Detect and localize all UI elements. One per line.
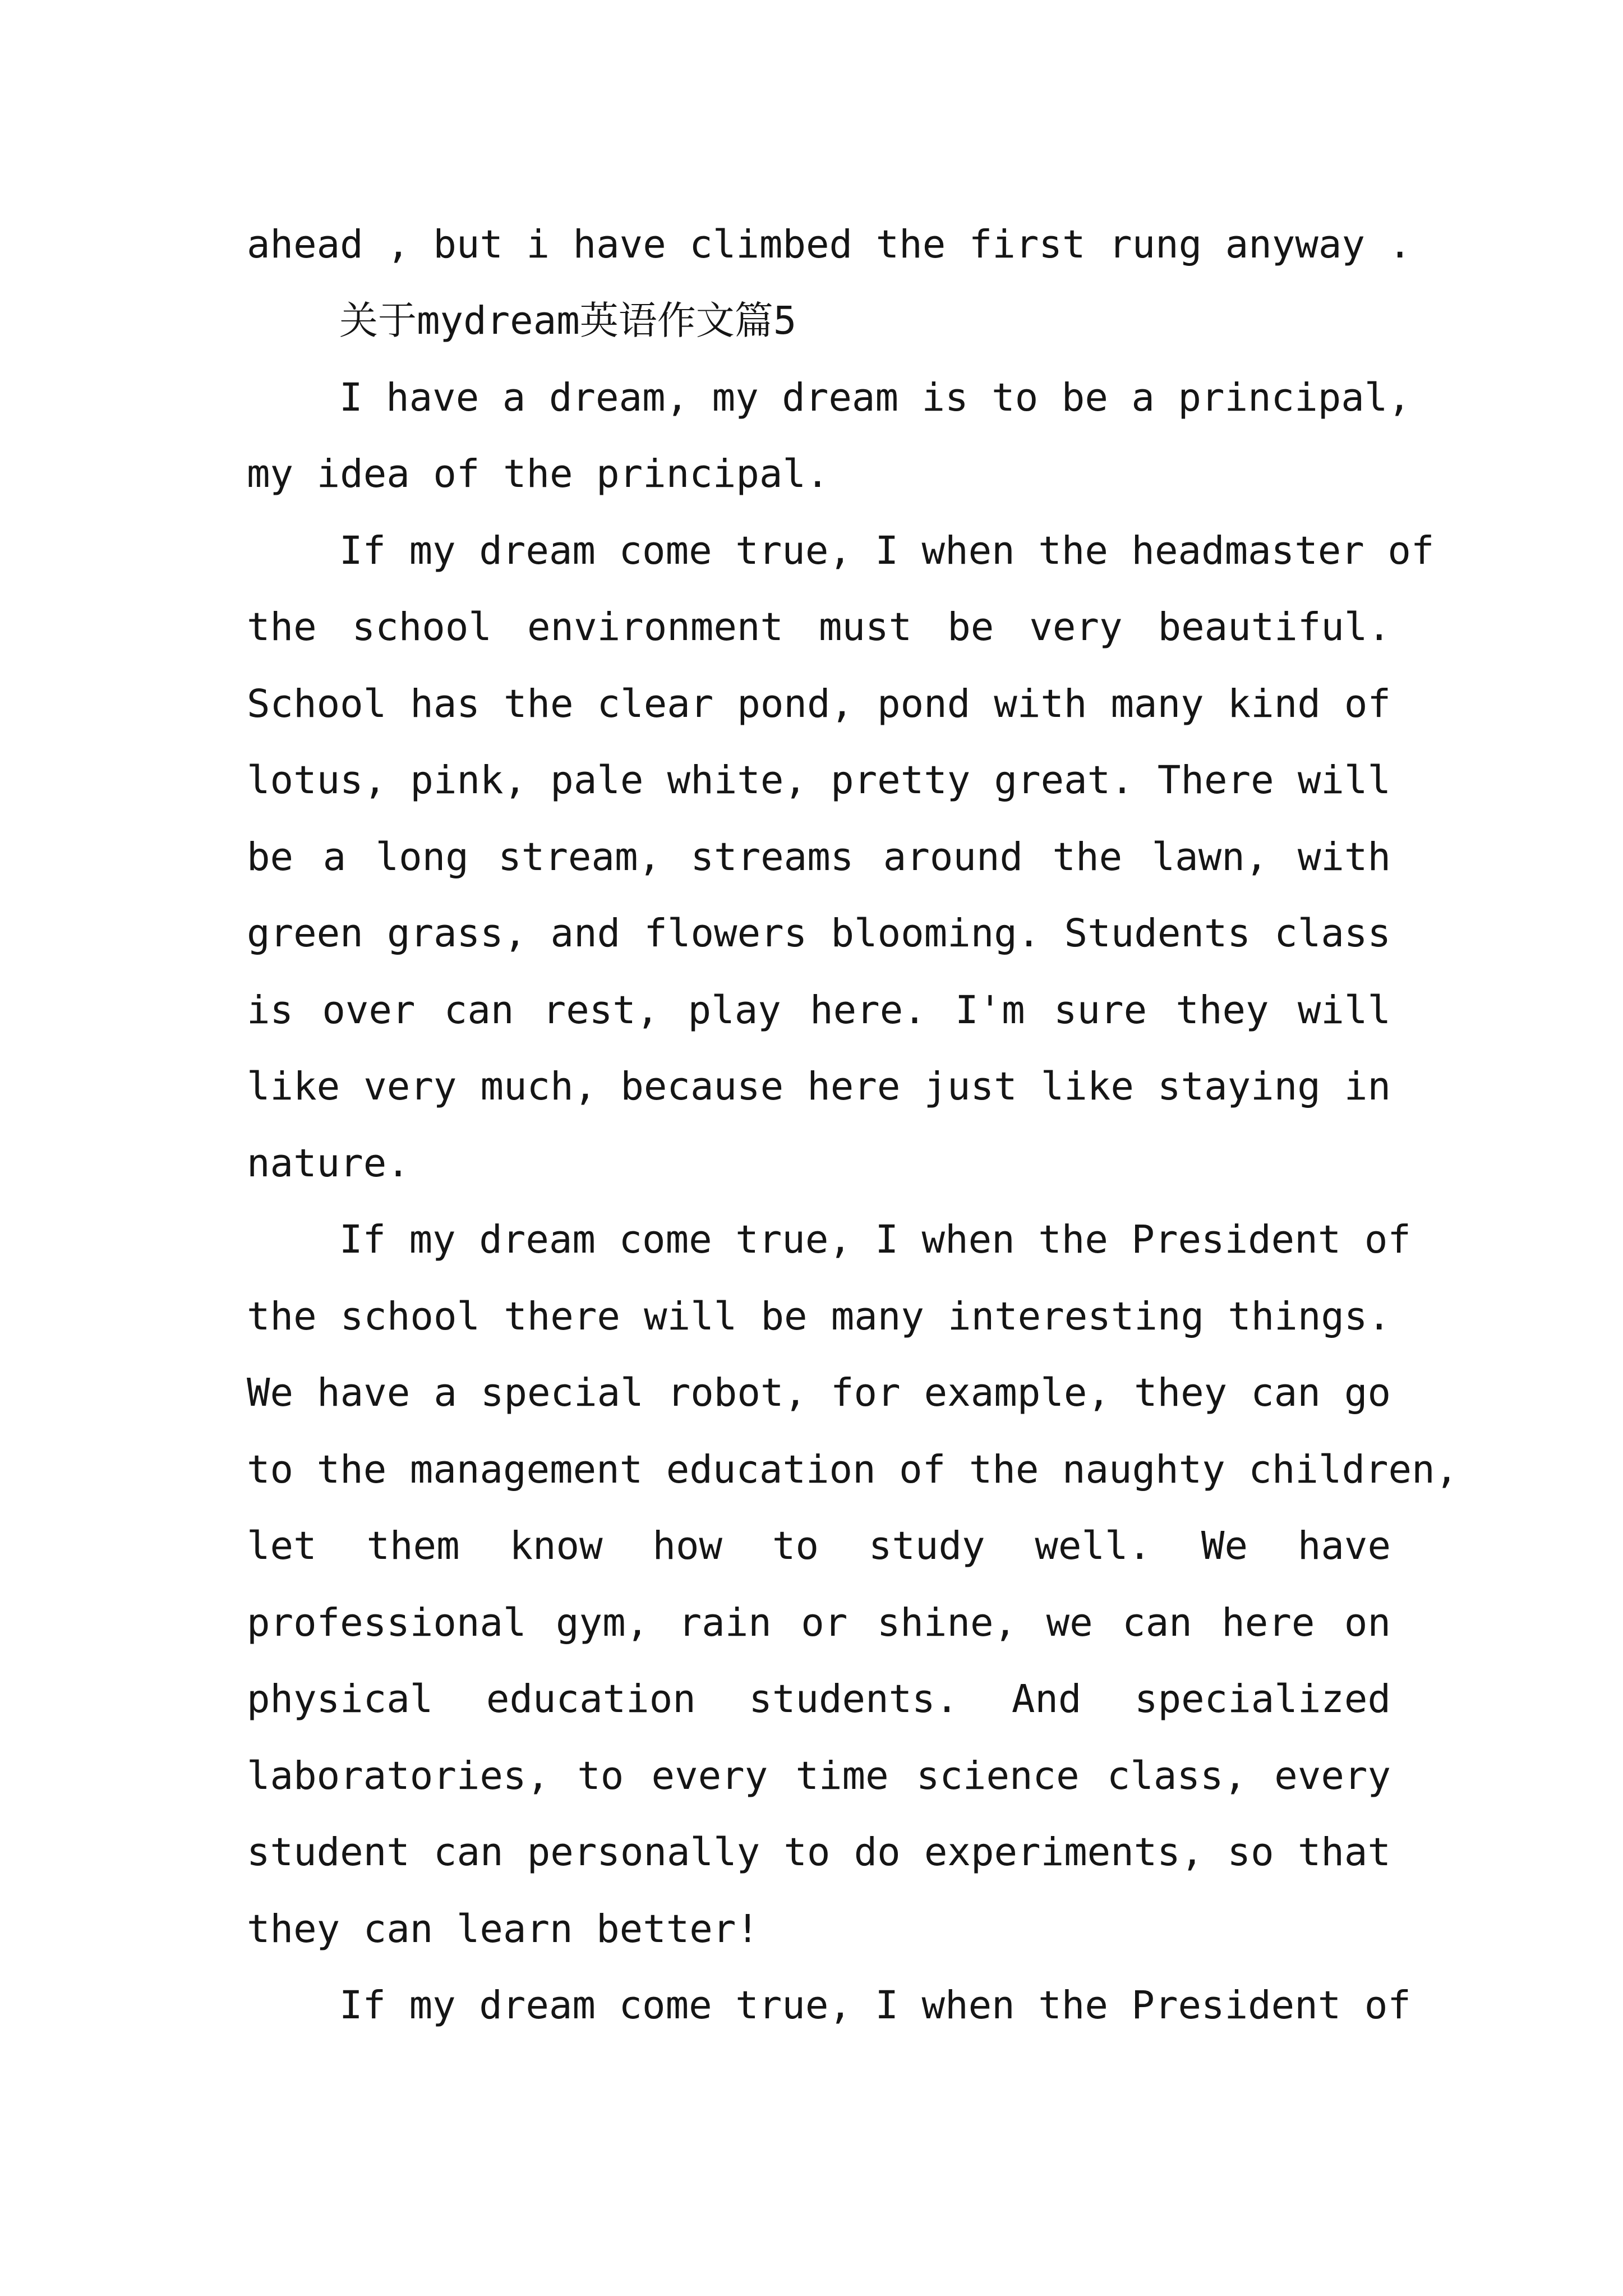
text-line: student can personally to do experiments, so that [247,1830,1391,1875]
text-line: like very much, because here just like staying in [247,1064,1391,1109]
text-line: I have a dream, my dream is to be a principal, [339,375,1411,420]
text-line: is over can rest, play here. I'm sure they will [247,988,1391,1033]
text-line: to the management education of the naughty children, [247,1447,1459,1492]
text-line: green grass, and flowers blooming. Students class [247,911,1391,956]
text-line: professional gym, rain or shine, we can here on [247,1600,1391,1645]
text-line: If my dream come true, I when the President of [339,1983,1411,2028]
text-line: be a long stream, streams around the lawn, with [247,835,1391,880]
text-line: laboratories, to every time science class, every [247,1754,1391,1798]
section-heading: 关于mydream英语作文篇5 [339,298,797,343]
text-line: If my dream come true, I when the headmaster of [339,528,1435,573]
text-line: If my dream come true, I when the President of [339,1217,1411,1262]
text-line: the school there will be many interesting things. [247,1294,1391,1339]
text-line: they can learn better! [247,1907,759,1952]
text-line: ahead , but i have climbed the first rung anyway . [247,222,1412,267]
text-line: the school environment must be very beautiful. [247,605,1391,650]
text-line: physical education students. And specialized [247,1677,1391,1722]
text-line: lotus, pink, pale white, pretty great. There will [247,758,1391,803]
text-line: nature. [247,1141,410,1186]
text-line: my idea of the principal. [247,452,829,496]
text-line: let them know how to study well. We have [247,1524,1391,1568]
text-line: School has the clear pond, pond with many kind of [247,682,1391,726]
text-line: We have a special robot, for example, they can go [247,1370,1391,1415]
